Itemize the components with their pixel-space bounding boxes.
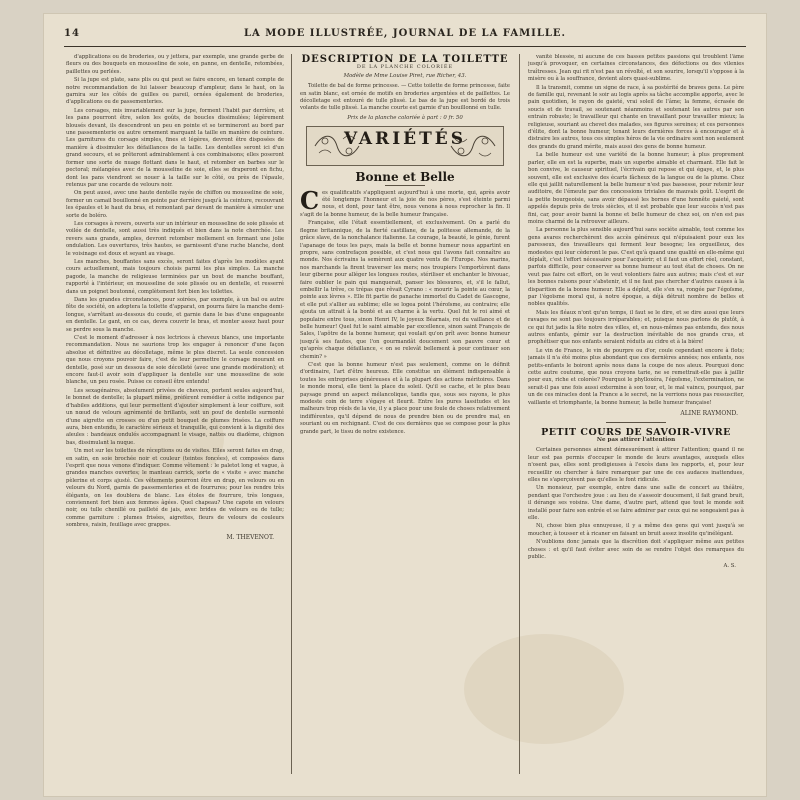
paragraph: Il la transmit, comme un signe de race, à sa postérité de braves gens. Le père de famille qui, revenant le soir au logis après sa tâche accomplie apporte, avec le pain quotidien, le rayon de gaieté, vrai soleil de l'âme; la femme, écrasée de soucis et de travail, se soutenant néanmoins et soutenant les autres par son entrain robuste; le travailleur qui chante en travaillant pour travailler mieux; la religieuse, souriant au chevet des malades, ses figures sereines; et ces personnes d'élite, dont la bonne humeur, tenant leurs dernières forces à encourager et à distraire les autres, tous ces simples héros de la vie ordinaire sont non seulement des grands du grand mérite, mais aussi des gens de bonne humeur.	[528, 84, 744, 150]
paragraph: Dans les grandes circonstances, pour soirées, par exemple, à un bal ou autre fête de société, on adoptera la toilette d'apparat, on pourra faire la manche demi-longue, s'arrêtant au-dessous du coude, et garnie dans le bas d'une engageante en dentelle. Le gant, en ce cas, devra couvrir le bras, et monter assez haut pour se perdre sous la manche.	[66, 297, 284, 333]
paragraph: La personne la plus sensible aujourd'hui sans sociéte aimable, tout comme les gens avares recherchèrent des accès généreux qui n'épuisaient pour eux les paresseux, des travailleurs qui ferment leur besogne; les orgueilleux, des modestes qui leur cèderont le pas. C'est qu'à quand une qualité en elle-même qui déplaît, c'est l'effort nécessaire pour l'acquérir; et il faut un effort réel, constant, parfois difficile, pour conserver sa bonne humeur au tout état de choses. On ne veut pas faire cet effort, on le veut volontiers faire aux autres; mais c'est et sur les bonnes raisons pour s'abstenir, et il ne faut pas chercher d'autres causes à la disparition de la bonne humeur. Elle a déplut, elle s'en va, rongée par l'égoïsme, par l'égoïsme moral qui, à notre époque, a déjà détruit nombre de belles et nobles qualités.	[528, 227, 744, 308]
paragraph: Les corsages à revers, ouverts sur un intérieur en mousseline de soie plissée et voilée de dentelle, sont aussi très indiqués et bien dans la note cherchée. Les revers sans grands, amples, devront retomber mollement en formant une jolie ondulation. Les ouvertures, très hautes, se garnissent d'une ruche blanche, dont le voisinage est doux et seyant au visage.	[66, 220, 284, 257]
floral-ornament-icon	[449, 131, 497, 161]
description-model: Modèle de Mme Louise Piret, rue Richer, 43.	[343, 72, 467, 79]
column-divider	[291, 54, 292, 774]
cours-title: PETIT COURS DE SAVOIR-VIVRE	[541, 426, 731, 438]
section-rule	[606, 422, 666, 423]
article-author: ALINE RAYMOND.	[680, 410, 738, 418]
cours-subtitle: Ne pas attirer l'attention	[596, 436, 676, 443]
paragraph: N'oublions donc jamais que la discrétion doit s'appliquer même aux petites choses : et qu'il faut éviter avec soin de se rendre l'objet des remarques du public.	[528, 539, 744, 560]
running-title: LA MODE ILLUSTRÉE, JOURNAL DE LA FAMILLE.	[243, 28, 567, 39]
page-number: 14	[64, 28, 80, 39]
cours-initials: A. S.	[723, 563, 736, 570]
paragraph: On peut aussi, avec une haute dentelle rayée de chiffon ou mousseline de soie, former un camail bouillonné en pointe par derrière jusqu'à la ceinture, recouvrant les épaules et le haut du bras, et remontant par devant de manière à simuler une sorte de boléro.	[66, 190, 284, 219]
column-3	[528, 54, 744, 774]
paragraph: Les sexagénaires, absolument privées de cheveux, portent seules aujourd'hui, le bonnet de dentelle; la plupart même, préfèrent remédier à cette indigence par d'habiles additions, qui leur permettent d'ajouter simplement à leur coiffure, soit un nœud de velours agrémenté de brillants, soit un pouf de dentelle surmonté d'une aigrette en crosses ou d'un petit bouquet de plumes frisées. La coiffure aura, bien entendu, le caractère sérieux et tranquille, qui convient à la dignité des aïeules : bandeaux ondulés accompagnant le visage, nattes ou diadème, chignon bas, dissimulant la nuque.	[66, 387, 284, 446]
journal-page	[44, 14, 766, 796]
page-header	[64, 28, 746, 44]
description-title: DESCRIPTION DE LA TOILETTE	[301, 54, 509, 65]
drop-cap: C	[300, 185, 320, 215]
paragraph: Un mot sur les toilettes de réceptions ou de visites. Elles seront faites en drap, en satin, en soie brochée noir et couleur (teintes foncées), et composées dans l'esprit que nous venons d'indiquer. Comme vêtement : le paletot long et vague, à grandes manches ouvertes; le manteau carrick, sorte de « visite » avec manche pèlerine et corps ajusté. Ces vêtements pourront être en drap, en velours ou en velours du Nord, garnis de passementeries et de fourrures; pour les rendre très élégants, on les doublera de blanc. Les étoles de fourrure, très longues, conviennent fort bien aux femmes âgées. Quel chapeau? Une capote en velours noir, ou tulle chenillé ou pailleté de jais, avec brides de velours ou de tulle; comme garniture : plumes frisées, aigrettes, fleurs de velours de couleurs sombres, raisin, feuillage avec grappes.	[66, 448, 284, 529]
paragraph: Si la jupe est plate, sans plis ou qui peut se faire encore, en tenant compte de notre recommandation de lui laisser beaucoup d'ampleur, dans le haut, on la garnira sur les côtés de guilles ou pareil, ornées également de broderies, d'applications ou de passementeries.	[66, 77, 284, 106]
paragraph-text: es qualificatifs s'appliquent aujourd'hui à une morte, qui, après avoir été longtemps l'honneur et la joie de nos pères, s'est éteinte parmi nous, et dont, pour tant être, nous venons à nous reprocher la fin. Il s'agit de la bonne humeur, de la belle humeur française.	[300, 189, 510, 218]
title-rule	[385, 185, 425, 186]
paragraph: Le vin de France, le vin de pourpre ou d'or, coule cependant encore à flots; jamais il n'a été moins plus abondant que ces dernières années; nos enfants, nos petits-enfants le boiront après nous dans la coupe de nos aïeux. Pourquoi donc cette autre coutume, que nous croyons tarie, ne se remettrait-elle pas à jaillir pour eux, riche et colorée? Pourquoi le phylloxéra, l'égoïsme, l'extermination, ne serait-il pas une fois aussi extermine à son tour, et, le mal vaincu, pourquoi, par un de ces miracles dont la France a le secret, ne la verrions nous pas ressusciter, vaillante et triomphante, la bonne humeur, la belle humeur française!	[528, 347, 744, 406]
paragraph: vanité blessée, ni aucune de ces basses petites passions qui troublent l'âme jusqu'à provoquer, en certaines circonstances, des défections ou des vilenies traîtresses. Jean qui rit n'est pas un révolté, et son sourire, lorsqu'il s'oppose à la misère ou à la souffrance, devient alors quasi-sublime.	[528, 54, 744, 83]
header-rule	[64, 46, 746, 47]
column-1	[66, 54, 284, 774]
paragraph: Française, elle l'était essentiellement, et exclusivement. On a parlé du flegme britannique, de la fierté castillane, de la politesse allemande, de la grâce slave, de la nonchalance italienne. Le courage, la beauté, le génie, furent l'apanage de tous les pays, mais la belle et bonne humeur nous appartint en propre, sans contrefaçon possible, et c'est nous qui l'avons fait connaître au monde. Nos écrivains la semèrent aux quatre vents de l'Europe. Nos marins, nos marchands la firent traverser les mers; nos troupiers l'emportèrent dans leur giberne pour alléger les longues routes, stériliser et enchanter le bivouac, faire oublier le pain qui manquerait, panser les blessures, et, s'il le fallut, embellir la trêve, ce trépas que rêvait Cyrano : « mourir la pointe au cœur, la pointe aux lèvres ». Elle fit partie de panache immortel du Cadet de Gascogne, et elle put s'allier au sublime; elle se logea point l'héroïsme, au contraire; elle ajouta un attrait à la bonté et au charme à la vertu. Quel fut le roi aimé et populaire entre tous, sinon Henri IV, le joyeux Béarnais, roi du vaillance et de belle humeur! Quel fut le saint aimable par excellence, sinon saint François de Sales, l'apôtre de la bonne humeur, qui voulait qu'on prît avec bonne humeur jusqu'à ses fautes, que l'on gourmandât doucement son pauvre cœur et qu'après chaque défaillance, « on se relevât bellement à pour continuer son chemin? »	[300, 220, 510, 360]
varietes-title: VARIÉTÉS	[344, 129, 466, 150]
description-subtitle: DE LA PLANCHE COLORIÉE	[356, 64, 454, 71]
paragraph: Ni, chose bien plus ennuyeuse, il y a même des gens qui vont jusqu'à se moucher, à tousser et à ricaner en faisant un bruit assez insolite qu'inélégant.	[528, 523, 744, 537]
story-title: Bonne et Belle	[355, 170, 455, 185]
paragraph	[300, 185, 510, 220]
paragraph: C'est que la bonne humeur n'est pas seulement, comme on le définit d'ordinaire, l'art d'être heureux. Elle constitue un élément indispensable à toutes les entreprises généreuses et à la plupart des actions méritoires. Dans le monde moral, elle tient la place du soleil. Qu'il se cache, et le plus beau paysage prend un aspect mélancolique, tandis que, sous ses rayons, le plus modeste coin de terre s'égaye et fleurit. Entre les pures lassitudes et les malheurs trop réels de la vie, il y a place pour une foule de choses relativement indifférentes, qu'il dépend de nous de prendre bien ou de prendre mal, en souriant ou en rechignant. C'est de ces dernières que se compose pour la plus grande part, le tissu de notre existence.	[300, 362, 510, 435]
paragraph: Certaines personnes aiment démesurément à attirer l'attention; quand il ne leur est pas permis d'occuper le monde de leurs avantages, auxquels elles n'osent pas, elles sont prodigieuses à l'excès dans les rapports, et, pour leur recueillir ou chercher à faire remarquer par une de ces audaces inattendues, elles ne s'aperçoivent pas qu'elles le font ridicule.	[528, 447, 744, 483]
description-price: Prix de la planche coloriée à part : 0 fr. 50	[347, 114, 463, 121]
paragraph: Un monsieur, par exemple, entre dans une salle de concert au théâtre, pendant que l'orchestre joue : au lieu de s'asseoir doucement, il fait grand bruit, il dérange ses voisins. Une dame, d'autre part, attend que tout le monde soit installé pour faire son entrée et se faire admirer par ceux qui ne songeaient pas à elle.	[528, 485, 744, 521]
paragraph: C'est le moment d'adresser à nos lectrices à cheveux blancs, une importante recommandation. Nous ne saurions trop les engager à renoncer d'une façon absolue et définitive au décolletage, même le plus discret. La seule concession que nous croyons pouvoir faire, c'est de leur permettre le corsage mourant en dentelle, posé sur un dessous de soie décolleté (avec une grande modération); et encore faut-il avoir soin d'appliquer la dentelle sur une mousseline de soie blanche, un peu rosée. Puisse ce conseil être entendu!	[66, 335, 284, 386]
description-text: Toilette de bal de forme princesse. — Cette toilette de forme princesse, faite en satin blanc, est ornée de motifs en broderies argentées et de paillettes. Le décolletage est entouré de tulle plissé. Le bas de la jupe est bordé de trois volants de tulle plissé. La manche courte est garnie d'un bouillonné en tulle.	[300, 83, 510, 112]
column-2	[300, 54, 510, 774]
article-signature: M. THEVENOT.	[226, 533, 274, 541]
paragraph: Les corsages, mis invariablement sur la jupe, forment l'habit par derrière, et les pans pourront être, selon les goûts, de boucles dissimulées; légèrement blousés devant, ils descendront un peu en pointe et se termineront au bord par une passementerie ou autre ornement marquant la taille en manière de ceinture. Les garnitures du corsage simples, fines et légères, devront être disposées de manière à dissimuler les défaillances de la taille. Les dentelles seront ici d'un grand secours, et se prêteront admirablement à ces combinaisons; elles poseront former une sorte de nuage flottant dans le haut, et retomber en barbes sur le pectoral; mélangées avec de la mousseline de soie, elles se draperont en fichu, dont les pans viendront se nouer à la taille sur le côté, ou près de l'épaule, retenus par une cocarde de velours noir.	[66, 107, 284, 188]
varietes-banner	[306, 126, 504, 166]
paragraph: Mais les fléaux n'ont qu'un temps, il faut se le dire, et se dire aussi que leurs ravages ne sont pas toujours irréparables; et, puisque nous parlons de plutôt, à ce qui fut jadis la fête notre des villes, et, en nous-mêmes pas entendu, des nous autres enfants, gémir sur la destruction inévitable de nos grands crus, et prophétiser que nos enfants seraient réduits au cidre et à la bière!	[528, 309, 744, 346]
paragraph: Les manches, bouffantes sans excès, seront faites d'après les modèles ayant cours actuellement, mais toujours choisis parmi les plus simples. La manche pagode, la manche de religieuse terminées par un bout de manche bouffant, rapporté à l'intérieur, en mousseline de soie plissée ou en dentelle, et resserré dans un poignet boutonné, complètement fort bien les toilettes.	[66, 258, 284, 295]
column-divider	[519, 54, 520, 774]
paragraph: d'applications ou de broderies, ou y jettera, par exemple, une grande gerbe de fleurs ou des bouquets en mousseline de soie, en panne, en dentelle, retombées, paillettes ou perlées.	[66, 54, 284, 75]
paragraph: La belle humeur est une variété de la bonne humeur; à plus proprement parler, elle en est la superbe, mais un superbe aimable et charmant. Elle fait le bon convive, le causeur spirituel, l'écrivain qui repose et qui égaye, et, le plus souvent, elle est exclusive des écarts fâcheux de la langue ou de la plume. Chez elle qui jaillit naturellement la belle humeur n'est pas bassesse, pour retenir leur auditoire, de l'émeute par des concessions triviales de mauvais goût. L'esprit de la petite bourgeoisie, sans avoir dépassé les bornes d'une honnête gaieté, sont appelés depuis près de trois siècles, et il est probable que leur succès n'est pas fini, car, pour avoir banni la bonne et belle humeur de chez soi, on n'en est pas moins charmé de la retrouver ailleurs.	[528, 152, 744, 225]
